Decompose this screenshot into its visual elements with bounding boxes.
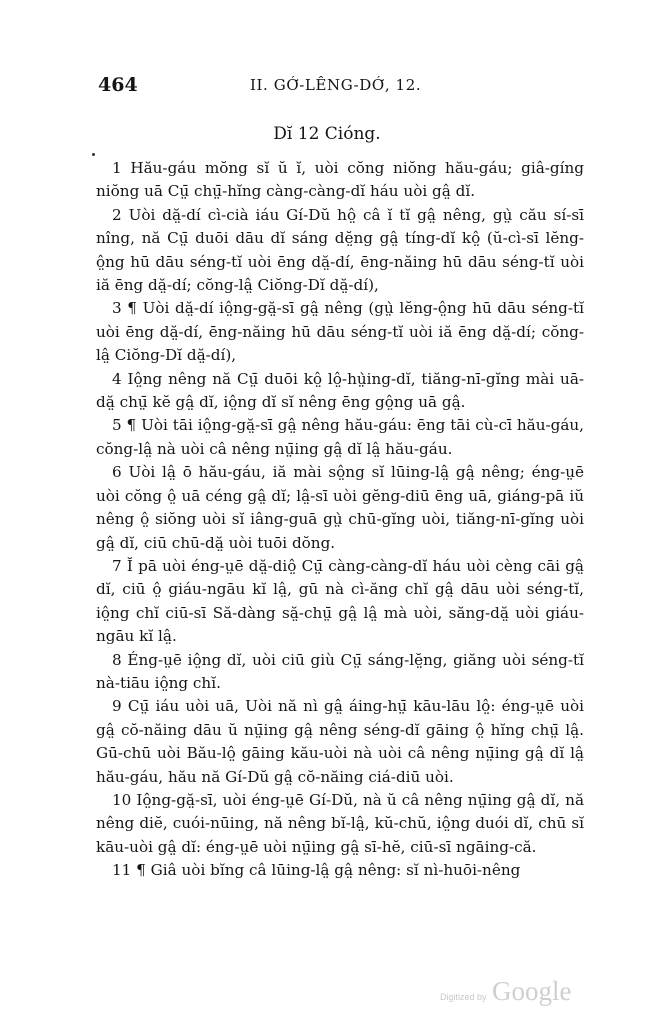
verse-4: 4 Iô̤ng nêng nă Cṳ̄ duōi kô̤ lô̤-hṳ̀ing-dĭ, tiăng-nī-gĭng mài uā-dă̤ chṳ̄ kĕ gâ̤ dĭ, iô̤ng dĭ sĭ nêng ēng gô̤ng uā gâ̤. xyxy=(96,369,584,412)
verse-9: 9 Cṳ̄ iáu uòi uā, Uòi nă nì gâ̤ áing-hṳ̄ kāu-lāu lô̤: éng-ṳē uòi gâ̤ cŏ-năing dāu ŭ nṳ̄ing gâ̤ nêng séng-dĭ gāing ô̤ hĭng chṳ̄ lâ̤. Gū-chū uòi Bău-lô̤ gāing kău-uòi nà uòi câ nêng nṳ̄ing gâ̤ dĭ lâ̤ hău-gáu, hău nă Gí-Dŭ gâ̤ cŏ-năing ciá-diū uòi. xyxy=(96,697,584,786)
verse-7: 7 Ĭ pā uòi éng-ṳē dă̤-diô̤ Cṳ̄ càng-càng-dĭ háu uòi cèng cāi gâ̤ dĭ, ciū ô̤ giáu-ngāu kĭ lâ̤, gū nà cì-ăng chĭ gâ̤ dāu uòi séng-tĭ, iô̤ng chĭ ciū-sī Să-dàng să̤-chṳ̄ gâ̤ lâ̤ mà uòi, săng-dă̤ uòi giáu-ngāu kĭ lâ̤. xyxy=(96,556,584,646)
chapter-title: Dĭ 12 Cióng. xyxy=(273,124,381,144)
verse-8: 8 Éng-ṳē iô̤ng dĭ, uòi ciū giù Cṳ̄ sáng-lĕ̤ng, giăng uòi séng-tĭ nà-tiāu iô̤ng chĭ. xyxy=(96,650,584,692)
running-head: II. GỚ-LÊNG-DỚ, 12. xyxy=(250,76,422,94)
verse-5: 5 ¶ Uòi tāi iô̤ng-gă̤-sī gâ̤ nêng hău-gáu: ēng tāi cù-cī hău-gáu, cŏng-lâ̤ nà uòi câ nêng nṳ̄ing gâ̤ dĭ lâ̤ hău-gáu. xyxy=(96,416,584,458)
verse-2: 2 Uòi dă̤-dí cì-cià iáu Gí-Dŭ hô̤ câ ĭ tĭ gâ̤ nêng, gṳ̀ cău sí-sī nîng, nă Cṳ̄ duōi dāu dĭ sáng dĕ̤ng gâ̤ tíng-dĭ kô̤ (ŭ-cì-sī lĕng-ô̤ng hū dāu séng-tĭ uòi ēng dă̤-dí, ēng-năing hū dāu séng-tĭ uòi iă ēng dă̤-dí; cŏng-lâ̤ Ciŏng-Dĭ dă̤-dí), xyxy=(96,205,584,295)
verse-11: 11 ¶ Giâ uòi bĭng câ lūing-lâ̤ gâ̤ nêng: sĭ nì-huōi-nêng xyxy=(112,861,521,880)
text-block xyxy=(96,157,584,883)
verse-10: 10 Iô̤ng-gă̤-sī, uòi éng-ṳē Gí-Dŭ, nà ŭ câ nêng nṳ̄ing gâ̤ dĭ, nă nêng diĕ, cuói-nūing, nă nêng bĭ-lâ̤, kŭ-chŭ, iô̤ng duói dĭ, chū sĭ kāu-uòi gâ̤ dĭ: éng-ṳē uòi nṳ̄ing gâ̤ sī-hĕ, ciū-sī ngāing-că. xyxy=(96,790,584,856)
verse-3: 3 ¶ Uòi dă̤-dí iô̤ng-gă̤-sī gâ̤ nêng (gṳ̀ lĕng-ô̤ng hū dāu séng-tĭ uòi ēng dă̤-dí, ēng-năing hū dāu séng-tĭ uòi iă ēng dă̤-dí; cŏng-lâ̤ Ciŏng-Dĭ dă̤-dí), xyxy=(96,299,584,365)
page-number: 464 xyxy=(98,74,138,96)
digitized-by-label: Digitized by xyxy=(440,992,487,1002)
verse-6: 6 Uòi lâ̤ ō hău-gáu, iă mài sô̤ng sĭ lūing-lâ̤ gâ̤ nêng; éng-ṳē uòi cŏng ô̤ uā céng gâ̤ dĭ; lâ̤-sī uòi gĕng-diū ēng uā, giáng-pā iŭ nêng ô̤ siŏng uòi sĭ iâng-guā gṳ̀ chū-gĭng uòi, tiăng-nī-gĭng uòi gâ̤ dĭ, ciū chū-dă̤ uòi tuōi dŏng. xyxy=(96,463,584,552)
google-watermark: Google xyxy=(492,976,572,1006)
verse-1: 1 Hău-gáu mŏng sĭ ŭ ĭ, uòi cŏng niŏng hău-gáu; giâ-gíng niŏng uā Cṳ̄ chṳ̄-hĭng càng-càng-dĭ háu uòi gâ̤ dĭ. xyxy=(96,159,584,201)
stray-ink-mark xyxy=(92,153,95,156)
